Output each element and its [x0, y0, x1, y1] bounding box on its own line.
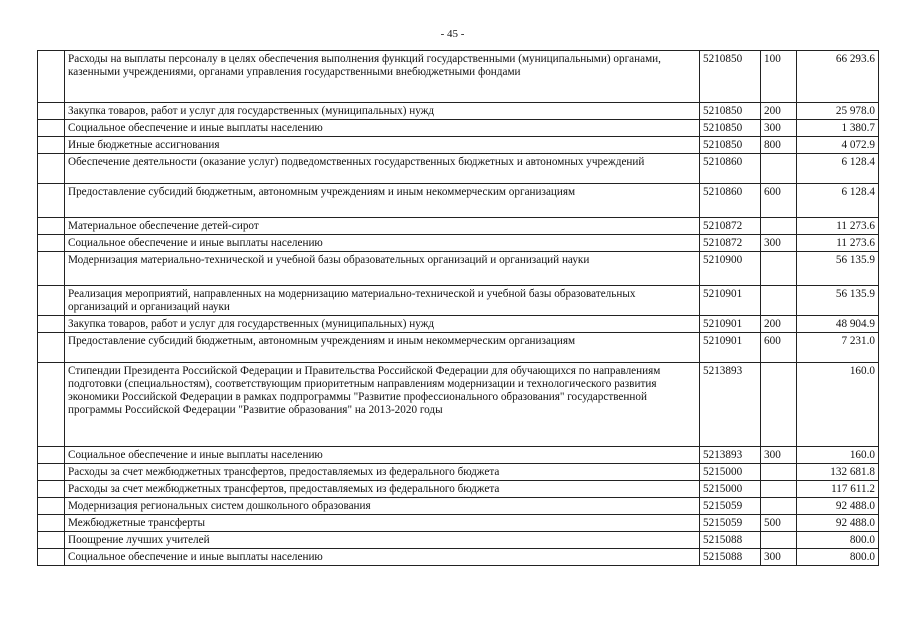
- row-type-cell: 100: [761, 51, 797, 103]
- table-row: [38, 515, 879, 532]
- row-code-cell: 5215059: [700, 515, 761, 532]
- row-amount-cell: 56 135.9: [797, 252, 879, 286]
- row-type-cell: 300: [761, 120, 797, 137]
- row-name-cell: Расходы за счет межбюджетных трансфертов, предоставляемых из федерального бюджета: [65, 481, 700, 498]
- row-blank-cell: [38, 103, 65, 120]
- row-blank-cell: [38, 120, 65, 137]
- row-blank-cell: [38, 532, 65, 549]
- row-code-cell: 5210850: [700, 120, 761, 137]
- row-name-cell: Межбюджетные трансферты: [65, 515, 700, 532]
- row-amount-cell: 25 978.0: [797, 103, 879, 120]
- table-row: [38, 333, 879, 363]
- row-amount-cell: 160.0: [797, 447, 879, 464]
- row-blank-cell: [38, 464, 65, 481]
- row-type-cell: [761, 532, 797, 549]
- row-type-cell: 300: [761, 549, 797, 566]
- row-name-cell: Реализация мероприятий, направленных на модернизацию материально-технической и учебной базы образовательных организаций и организаций науки: [65, 286, 700, 316]
- row-blank-cell: [38, 154, 65, 184]
- row-type-cell: 300: [761, 235, 797, 252]
- row-blank-cell: [38, 481, 65, 498]
- row-name-cell: Обеспечение деятельности (оказание услуг) подведомственных государственных бюджетных и автономных учреждений: [65, 154, 700, 184]
- table-row: [38, 252, 879, 286]
- table-row: [38, 137, 879, 154]
- row-blank-cell: [38, 184, 65, 218]
- row-type-cell: [761, 286, 797, 316]
- row-name-cell: Социальное обеспечение и иные выплаты населению: [65, 549, 700, 566]
- row-blank-cell: [38, 549, 65, 566]
- row-amount-cell: 56 135.9: [797, 286, 879, 316]
- table-row: [38, 286, 879, 316]
- row-type-cell: [761, 154, 797, 184]
- budget-table: [37, 50, 879, 566]
- table-row: [38, 549, 879, 566]
- row-code-cell: 5210860: [700, 184, 761, 218]
- table-row: [38, 120, 879, 137]
- table-row: [38, 184, 879, 218]
- row-name-cell: Закупка товаров, работ и услуг для государственных (муниципальных) нужд: [65, 316, 700, 333]
- row-name-cell: Стипендии Президента Российской Федерации и Правительства Российской Федерации для обучающихся по направлениям подготовки (специальностям), соответствующим приоритетным направлениям модернизации и технологического развития экономики Российской Федерации в рамках подпрограммы "Развитие профессионального образования" государственной программы Российской Федерации "Развитие образования" на 2013-2020 годы: [65, 363, 700, 447]
- row-type-cell: 300: [761, 447, 797, 464]
- row-type-cell: 600: [761, 333, 797, 363]
- row-type-cell: 800: [761, 137, 797, 154]
- row-type-cell: 200: [761, 103, 797, 120]
- row-code-cell: 5210901: [700, 333, 761, 363]
- row-code-cell: 5210850: [700, 103, 761, 120]
- table-row: [38, 316, 879, 333]
- table-row: [38, 218, 879, 235]
- row-amount-cell: 6 128.4: [797, 184, 879, 218]
- row-name-cell: Расходы за счет межбюджетных трансфертов, предоставляемых из федерального бюджета: [65, 464, 700, 481]
- row-amount-cell: 48 904.9: [797, 316, 879, 333]
- table-row: [38, 235, 879, 252]
- row-name-cell: Расходы на выплаты персоналу в целях обеспечения выполнения функций государственными (муниципальными) органами, казенными учреждениями, органами управления государственными внебюджетными фондами: [65, 51, 700, 103]
- row-type-cell: [761, 363, 797, 447]
- budget-table-body: [38, 51, 879, 566]
- row-amount-cell: 11 273.6: [797, 235, 879, 252]
- row-code-cell: 5210860: [700, 154, 761, 184]
- table-row: [38, 464, 879, 481]
- row-code-cell: 5210850: [700, 51, 761, 103]
- row-blank-cell: [38, 515, 65, 532]
- row-blank-cell: [38, 316, 65, 333]
- row-name-cell: Материальное обеспечение детей-сирот: [65, 218, 700, 235]
- row-amount-cell: 132 681.8: [797, 464, 879, 481]
- row-amount-cell: 117 611.2: [797, 481, 879, 498]
- row-amount-cell: 4 072.9: [797, 137, 879, 154]
- row-type-cell: [761, 498, 797, 515]
- row-name-cell: Иные бюджетные ассигнования: [65, 137, 700, 154]
- row-type-cell: 500: [761, 515, 797, 532]
- row-blank-cell: [38, 498, 65, 515]
- row-code-cell: 5213893: [700, 447, 761, 464]
- row-blank-cell: [38, 252, 65, 286]
- row-name-cell: Предоставление субсидий бюджетным, автономным учреждениям и иным некоммерческим организациям: [65, 333, 700, 363]
- row-type-cell: [761, 218, 797, 235]
- row-name-cell: Социальное обеспечение и иные выплаты населению: [65, 235, 700, 252]
- row-amount-cell: 1 380.7: [797, 120, 879, 137]
- row-type-cell: 600: [761, 184, 797, 218]
- row-code-cell: 5213893: [700, 363, 761, 447]
- row-name-cell: Поощрение лучших учителей: [65, 532, 700, 549]
- row-type-cell: 200: [761, 316, 797, 333]
- row-blank-cell: [38, 137, 65, 154]
- row-name-cell: Модернизация региональных систем дошкольного образования: [65, 498, 700, 515]
- row-name-cell: Социальное обеспечение и иные выплаты населению: [65, 120, 700, 137]
- row-type-cell: [761, 252, 797, 286]
- row-code-cell: 5215088: [700, 549, 761, 566]
- row-amount-cell: 92 488.0: [797, 498, 879, 515]
- row-blank-cell: [38, 333, 65, 363]
- row-code-cell: 5210901: [700, 316, 761, 333]
- table-row: [38, 481, 879, 498]
- row-name-cell: Предоставление субсидий бюджетным, автономным учреждениям и иным некоммерческим организациям: [65, 184, 700, 218]
- row-name-cell: Закупка товаров, работ и услуг для государственных (муниципальных) нужд: [65, 103, 700, 120]
- table-row: [38, 532, 879, 549]
- row-code-cell: 5215088: [700, 532, 761, 549]
- row-amount-cell: 7 231.0: [797, 333, 879, 363]
- row-blank-cell: [38, 51, 65, 103]
- table-row: [38, 498, 879, 515]
- row-amount-cell: 92 488.0: [797, 515, 879, 532]
- table-row: [38, 51, 879, 103]
- row-name-cell: Модернизация материально-технической и учебной базы образовательных организаций и организаций науки: [65, 252, 700, 286]
- table-row: [38, 103, 879, 120]
- row-code-cell: 5215000: [700, 481, 761, 498]
- row-code-cell: 5210901: [700, 286, 761, 316]
- row-name-cell: Социальное обеспечение и иные выплаты населению: [65, 447, 700, 464]
- row-amount-cell: 66 293.6: [797, 51, 879, 103]
- row-code-cell: 5210872: [700, 218, 761, 235]
- table-row: [38, 447, 879, 464]
- row-code-cell: 5210900: [700, 252, 761, 286]
- table-row: [38, 363, 879, 447]
- page-number: - 45 -: [440, 28, 465, 40]
- row-code-cell: 5210872: [700, 235, 761, 252]
- row-blank-cell: [38, 447, 65, 464]
- row-type-cell: [761, 481, 797, 498]
- row-code-cell: 5215059: [700, 498, 761, 515]
- row-blank-cell: [38, 235, 65, 252]
- row-amount-cell: 6 128.4: [797, 154, 879, 184]
- row-blank-cell: [38, 286, 65, 316]
- row-amount-cell: 800.0: [797, 532, 879, 549]
- row-amount-cell: 800.0: [797, 549, 879, 566]
- row-blank-cell: [38, 218, 65, 235]
- row-code-cell: 5215000: [700, 464, 761, 481]
- table-row: [38, 154, 879, 184]
- row-amount-cell: 11 273.6: [797, 218, 879, 235]
- row-type-cell: [761, 464, 797, 481]
- row-code-cell: 5210850: [700, 137, 761, 154]
- row-blank-cell: [38, 363, 65, 447]
- row-amount-cell: 160.0: [797, 363, 879, 447]
